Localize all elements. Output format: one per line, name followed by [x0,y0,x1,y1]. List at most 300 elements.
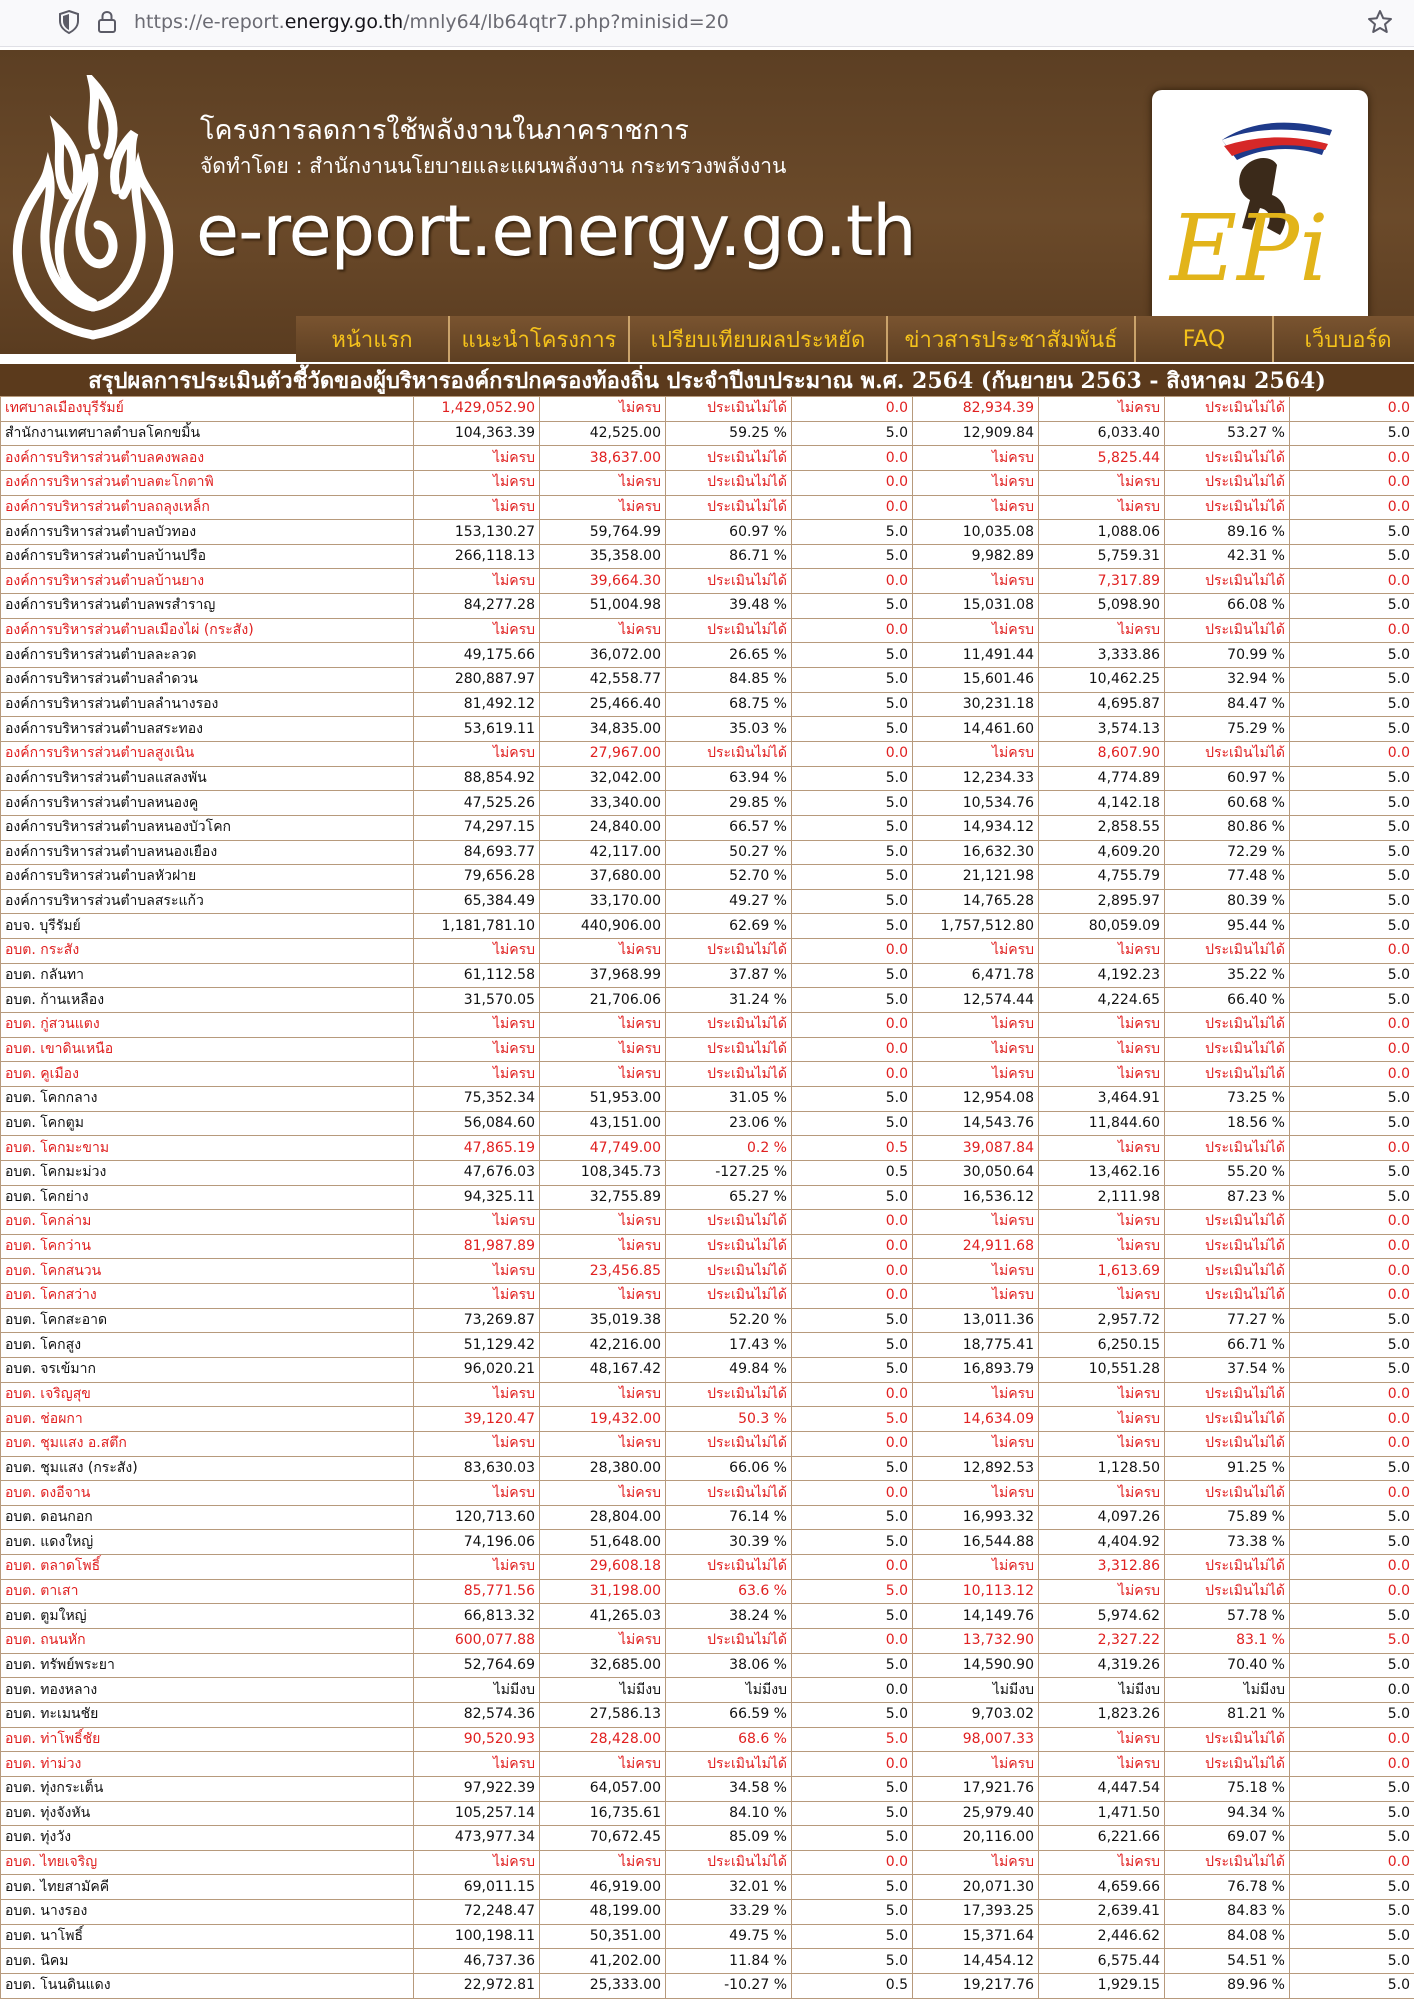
value-cell: 0.0 [1290,1234,1414,1259]
value-cell: 10,462.25 [1039,668,1165,693]
value-cell: 19,217.76 [913,1974,1039,1999]
value-cell: 39,120.47 [414,1407,540,1432]
value-cell: ไม่ครบ [414,1850,540,1875]
value-cell: ไม่ครบ [540,1629,666,1654]
value-cell: 5.0 [1290,791,1414,816]
value-cell: 266,118.13 [414,544,540,569]
value-cell: ประเมินไม่ได้ [1165,1850,1290,1875]
value-cell: ประเมินไม่ได้ [1165,1259,1290,1284]
value-cell: ไม่ครบ [540,1037,666,1062]
org-name-cell: องค์การบริหารส่วนตำบลหัวฝาย [1,865,414,890]
value-cell: 63.6 % [666,1579,792,1604]
value-cell: 39,087.84 [913,1136,1039,1161]
nav-faq[interactable]: FAQ [1136,316,1274,362]
value-cell: 5.0 [792,1308,913,1333]
value-cell: 5.0 [1290,1530,1414,1555]
value-cell: 5.0 [792,1727,913,1752]
value-cell: 6,250.15 [1039,1333,1165,1358]
value-cell: 1,471.50 [1039,1801,1165,1826]
value-cell: ไม่ครบ [1039,470,1165,495]
value-cell: 0.0 [792,741,913,766]
value-cell: 5.0 [1290,717,1414,742]
value-cell: 0.0 [792,1431,913,1456]
value-cell: 6,221.66 [1039,1826,1165,1851]
value-cell: 600,077.88 [414,1629,540,1654]
org-name-cell: อบต. โคกมะขาม [1,1136,414,1161]
value-cell: ไม่ครบ [1039,1037,1165,1062]
value-cell: 16,993.32 [913,1505,1039,1530]
value-cell: 47,865.19 [414,1136,540,1161]
value-cell: 32,755.89 [540,1185,666,1210]
value-cell: 48,199.00 [540,1900,666,1925]
value-cell: 0.0 [792,1555,913,1580]
value-cell: ประเมินไม่ได้ [666,495,792,520]
value-cell: 440,906.00 [540,914,666,939]
value-cell: 34,835.00 [540,717,666,742]
value-cell: 74,297.15 [414,815,540,840]
value-cell: ประเมินไม่ได้ [666,1259,792,1284]
value-cell: ประเมินไม่ได้ [666,1284,792,1309]
value-cell: 0.0 [1290,1481,1414,1506]
value-cell: 5.0 [1290,520,1414,545]
value-cell: ไม่ครบ [1039,1234,1165,1259]
value-cell: ไม่ครบ [540,1752,666,1777]
value-cell: 33.29 % [666,1900,792,1925]
value-cell: ไม่ครบ [540,1284,666,1309]
value-cell: 0.0 [1290,1259,1414,1284]
org-name-cell: อบต. เจริญสุข [1,1382,414,1407]
value-cell: 90,520.93 [414,1727,540,1752]
value-cell: 42,117.00 [540,840,666,865]
value-cell: 5.0 [1290,668,1414,693]
value-cell: 4,447.54 [1039,1776,1165,1801]
value-cell: 0.0 [1290,1431,1414,1456]
value-cell: ประเมินไม่ได้ [666,1752,792,1777]
value-cell: ประเมินไม่ได้ [1165,1727,1290,1752]
value-cell: ไม่ครบ [414,1259,540,1284]
table-row [1,791,1414,816]
value-cell: ประเมินไม่ได้ [666,1629,792,1654]
table-row [1,815,1414,840]
table-row [1,889,1414,914]
value-cell: ไม่ครบ [414,1037,540,1062]
value-cell: 5.0 [792,594,913,619]
value-cell: 0.0 [792,1850,913,1875]
value-cell: ประเมินไม่ได้ [1165,618,1290,643]
value-cell: 66.57 % [666,815,792,840]
org-name-cell: อบต. แดงใหญ่ [1,1530,414,1555]
table-row [1,1111,1414,1136]
value-cell: 5.0 [792,1086,913,1111]
value-cell: 14,543.76 [913,1111,1039,1136]
value-cell: 14,149.76 [913,1604,1039,1629]
value-cell: 37,680.00 [540,865,666,890]
value-cell: 18.56 % [1165,1111,1290,1136]
value-cell: ประเมินไม่ได้ [666,1013,792,1038]
nav-about-project[interactable]: แนะนำโครงการ [450,316,630,362]
value-cell: 5.0 [792,643,913,668]
value-cell: ไม่ครบ [414,470,540,495]
value-cell: 10,551.28 [1039,1357,1165,1382]
value-cell: 5.0 [792,1604,913,1629]
table-row [1,1900,1414,1925]
value-cell: 5.0 [1290,1505,1414,1530]
site-banner [0,50,1414,354]
url-suffix: /mnly64/lb64qtr7.php?minisid=20 [403,11,729,33]
org-name-cell: อบต. ตลาดโพธิ์ [1,1555,414,1580]
site-name[interactable]: e-report.energy.go.th [196,190,916,272]
value-cell: 28,380.00 [540,1456,666,1481]
value-cell: 5.0 [792,766,913,791]
org-name-cell: องค์การบริหารส่วนตำบลเมืองไผ่ (กระสัง) [1,618,414,643]
org-name-cell: อบจ. บุรีรัมย์ [1,914,414,939]
value-cell: 8,607.90 [1039,741,1165,766]
org-name-cell: องค์การบริหารส่วนตำบลบัวทอง [1,520,414,545]
value-cell: 0.0 [792,495,913,520]
org-name-cell: อบต. ทองหลาง [1,1678,414,1703]
org-name-cell: เทศบาลเมืองบุรีรัมย์ [1,397,414,422]
value-cell: 53,619.11 [414,717,540,742]
org-name-cell: อบต. ทะเมนชัย [1,1702,414,1727]
value-cell: 52.20 % [666,1308,792,1333]
report-title: สรุปผลการประเมินตัวชี้วัดของผู้บริหารองค์กรปกครองท้องถิ่น ประจำปีงบประมาณ พ.ศ. 2564 (กันยายน 2563 - สิงหาคม 2564) [0,364,1414,396]
value-cell: 62.69 % [666,914,792,939]
value-cell: 5.0 [1290,1357,1414,1382]
value-cell: 0.0 [1290,1284,1414,1309]
table-row [1,1333,1414,1358]
value-cell: ไม่ครบ [1039,1407,1165,1432]
value-cell: ไม่มีงบ [666,1678,792,1703]
value-cell: 0.0 [792,446,913,471]
value-cell: 5.0 [792,1826,913,1851]
value-cell: ไม่ครบ [540,495,666,520]
value-cell: 94,325.11 [414,1185,540,1210]
table-row [1,643,1414,668]
value-cell: 5.0 [792,421,913,446]
value-cell: 41,265.03 [540,1604,666,1629]
value-cell: ไม่ครบ [1039,1013,1165,1038]
value-cell: 49.84 % [666,1357,792,1382]
table-row [1,1875,1414,1900]
value-cell: 82,934.39 [913,397,1039,422]
table-row [1,1136,1414,1161]
value-cell: 42,558.77 [540,668,666,693]
value-cell: 84,693.77 [414,840,540,865]
value-cell: -127.25 % [666,1160,792,1185]
value-cell: 80,059.09 [1039,914,1165,939]
value-cell: 0.0 [1290,1850,1414,1875]
value-cell: 64,057.00 [540,1776,666,1801]
value-cell: ประเมินไม่ได้ [666,1555,792,1580]
value-cell: 6,033.40 [1039,421,1165,446]
value-cell: 73.38 % [1165,1530,1290,1555]
org-name-cell: อบต. ทุ่งกระเต็น [1,1776,414,1801]
value-cell: 66.71 % [1165,1333,1290,1358]
value-cell: ไม่ครบ [1039,397,1165,422]
value-cell: 0.5 [792,1136,913,1161]
value-cell: 5.0 [1290,840,1414,865]
org-name-cell: องค์การบริหารส่วนตำบลละลวด [1,643,414,668]
table-row [1,1481,1414,1506]
url-domain: energy.go.th [284,11,404,33]
value-cell: 12,954.08 [913,1086,1039,1111]
value-cell: 46,919.00 [540,1875,666,1900]
table-row [1,1234,1414,1259]
value-cell: 11,844.60 [1039,1111,1165,1136]
value-cell: 6,471.78 [913,963,1039,988]
value-cell: 0.0 [792,1284,913,1309]
value-cell: 104,363.39 [414,421,540,446]
table-row [1,840,1414,865]
value-cell: 89.96 % [1165,1974,1290,1999]
nav-savings-comparison[interactable]: เปรียบเทียบผลประหยัด [630,316,888,362]
value-cell: 5.0 [792,1801,913,1826]
value-cell: 76.14 % [666,1505,792,1530]
value-cell: 1,613.69 [1039,1259,1165,1284]
value-cell: ไม่ครบ [414,495,540,520]
lock-icon[interactable] [96,9,118,35]
table-row [1,421,1414,446]
nav-home[interactable]: หน้าแรก [296,316,450,362]
org-name-cell: อบต. ตูมใหญ่ [1,1604,414,1629]
value-cell: 54.51 % [1165,1949,1290,1974]
value-cell: 24,911.68 [913,1234,1039,1259]
table-row [1,397,1414,422]
value-cell: 5.0 [792,717,913,742]
value-cell: 32,042.00 [540,766,666,791]
value-cell: 0.0 [792,1678,913,1703]
value-cell: 66.08 % [1165,594,1290,619]
value-cell: 3,574.13 [1039,717,1165,742]
value-cell: ไม่ครบ [913,741,1039,766]
value-cell: 5.0 [1290,1949,1414,1974]
url-field[interactable] [134,11,729,33]
value-cell: 0.0 [1290,1752,1414,1777]
value-cell: ไม่ครบ [414,741,540,766]
value-cell: 75.89 % [1165,1505,1290,1530]
value-cell: 15,601.46 [913,668,1039,693]
value-cell: 65,384.49 [414,889,540,914]
value-cell: 473,977.34 [414,1826,540,1851]
value-cell: 30,231.18 [913,692,1039,717]
value-cell: ประเมินไม่ได้ [1165,397,1290,422]
value-cell: ไม่ครบ [913,939,1039,964]
value-cell: 0.0 [792,1481,913,1506]
value-cell: ประเมินไม่ได้ [1165,470,1290,495]
value-cell: 5.0 [1290,963,1414,988]
value-cell: 53.27 % [1165,421,1290,446]
org-name-cell: องค์การบริหารส่วนตำบลลำนางรอง [1,692,414,717]
value-cell: 0.0 [1290,741,1414,766]
value-cell: 5.0 [1290,1801,1414,1826]
value-cell: 1,757,512.80 [913,914,1039,939]
table-row [1,1801,1414,1826]
value-cell: 0.0 [1290,618,1414,643]
value-cell: 84.47 % [1165,692,1290,717]
value-cell: 5.0 [1290,865,1414,890]
org-name-cell: องค์การบริหารส่วนตำบลสูงเนิน [1,741,414,766]
value-cell: ประเมินไม่ได้ [666,446,792,471]
value-cell: 80.86 % [1165,815,1290,840]
value-cell: 35,019.38 [540,1308,666,1333]
value-cell: 5.0 [792,1456,913,1481]
value-cell: 75.29 % [1165,717,1290,742]
value-cell: ประเมินไม่ได้ [1165,939,1290,964]
org-name-cell: อบต. โคกกลาง [1,1086,414,1111]
value-cell: ไม่ครบ [913,1431,1039,1456]
value-cell: 12,892.53 [913,1456,1039,1481]
value-cell: 77.48 % [1165,865,1290,890]
bookmark-star-icon[interactable] [1366,8,1394,36]
value-cell: ประเมินไม่ได้ [666,1850,792,1875]
value-cell: 75,352.34 [414,1086,540,1111]
table-row [1,1505,1414,1530]
value-cell: 36,072.00 [540,643,666,668]
value-cell: 69,011.15 [414,1875,540,1900]
table-row [1,1013,1414,1038]
value-cell: 73.25 % [1165,1086,1290,1111]
value-cell: ประเมินไม่ได้ [666,1234,792,1259]
org-name-cell: อบต. ตาเสา [1,1579,414,1604]
org-name-cell: องค์การบริหารส่วนตำบลตะโกตาพิ [1,470,414,495]
table-row [1,1530,1414,1555]
value-cell: ประเมินไม่ได้ [1165,495,1290,520]
value-cell: 100,198.11 [414,1924,540,1949]
table-row [1,1555,1414,1580]
value-cell: 31,570.05 [414,988,540,1013]
value-cell: 5.0 [1290,1604,1414,1629]
value-cell: 84.85 % [666,668,792,693]
value-cell: 5.0 [792,1949,913,1974]
nav-news[interactable]: ข่าวสารประชาสัมพันธ์ [888,316,1136,362]
value-cell: 31.24 % [666,988,792,1013]
value-cell: 31.05 % [666,1086,792,1111]
value-cell: 108,345.73 [540,1160,666,1185]
value-cell: 22,972.81 [414,1974,540,1999]
value-cell: ไม่ครบ [414,939,540,964]
value-cell: 68.75 % [666,692,792,717]
value-cell: ไม่ครบ [913,1284,1039,1309]
value-cell: ไม่ครบ [414,1481,540,1506]
value-cell: 14,454.12 [913,1949,1039,1974]
value-cell: 5,098.90 [1039,594,1165,619]
value-cell: 31,198.00 [540,1579,666,1604]
value-cell: 0.0 [1290,569,1414,594]
value-cell: ไม่ครบ [1039,1382,1165,1407]
value-cell: 0.0 [792,470,913,495]
value-cell: 5.0 [1290,766,1414,791]
value-cell: ไม่ครบ [1039,1752,1165,1777]
value-cell: 3,464.91 [1039,1086,1165,1111]
value-cell: ไม่ครบ [414,1284,540,1309]
value-cell: ไม่ครบ [1039,1579,1165,1604]
value-cell: ไม่ครบ [913,618,1039,643]
table-row [1,692,1414,717]
value-cell: 5.0 [792,1875,913,1900]
table-row [1,1210,1414,1235]
org-name-cell: อบต. นางรอง [1,1900,414,1925]
value-cell: 5.0 [1290,889,1414,914]
value-cell: 47,676.03 [414,1160,540,1185]
org-name-cell: อบต. ทุ่งวัง [1,1826,414,1851]
table-row [1,988,1414,1013]
value-cell: 59.25 % [666,421,792,446]
value-cell: 49.75 % [666,1924,792,1949]
value-cell: 0.2 % [666,1136,792,1161]
value-cell: ประเมินไม่ได้ [666,1037,792,1062]
value-cell: ประเมินไม่ได้ [666,1210,792,1235]
value-cell: ไม่ครบ [913,495,1039,520]
value-cell: ไม่ครบ [540,939,666,964]
nav-webboard[interactable]: เว็บบอร์ด [1304,327,1392,353]
value-cell: ไม่ครบ [913,1382,1039,1407]
value-cell: 11,491.44 [913,643,1039,668]
value-cell: 85,771.56 [414,1579,540,1604]
value-cell: 9,703.02 [913,1702,1039,1727]
org-name-cell: อบต. ชุมแสง (กระสัง) [1,1456,414,1481]
table-body [1,397,1414,1999]
table-row [1,1702,1414,1727]
value-cell: 120,713.60 [414,1505,540,1530]
org-name-cell: องค์การบริหารส่วนตำบลบ้านปรือ [1,544,414,569]
value-cell: 10,534.76 [913,791,1039,816]
org-name-cell: อบต. กระสัง [1,939,414,964]
value-cell: 14,461.60 [913,717,1039,742]
value-cell: 13,011.36 [913,1308,1039,1333]
value-cell: 49.27 % [666,889,792,914]
value-cell: ไม่ครบ [1039,495,1165,520]
value-cell: 2,858.55 [1039,815,1165,840]
value-cell: 5.0 [1290,692,1414,717]
value-cell: 0.0 [792,1259,913,1284]
value-cell: ไม่ครบ [540,397,666,422]
value-cell: 29.85 % [666,791,792,816]
epi-logo[interactable] [1152,90,1368,326]
value-cell: ไม่ครบ [414,1062,540,1087]
table-row [1,1357,1414,1382]
table-row [1,1062,1414,1087]
table-row [1,1456,1414,1481]
value-cell: 42,525.00 [540,421,666,446]
org-name-cell: อบต. โนนดินแดง [1,1974,414,1999]
value-cell: 91.25 % [1165,1456,1290,1481]
value-cell: 0.0 [792,1037,913,1062]
shield-icon[interactable] [58,9,80,35]
value-cell: ไม่มีงบ [1165,1678,1290,1703]
value-cell: 68.6 % [666,1727,792,1752]
value-cell: 0.0 [792,1234,913,1259]
value-cell: ไม่ครบ [913,1062,1039,1087]
value-cell: ไม่ครบ [913,1259,1039,1284]
browser-address-bar [0,0,1414,47]
value-cell: 5.0 [1290,421,1414,446]
value-cell: 32,685.00 [540,1653,666,1678]
org-name-cell: อบต. ทุ่งจังหัน [1,1801,414,1826]
value-cell: ประเมินไม่ได้ [1165,1284,1290,1309]
value-cell: ไม่ครบ [1039,1727,1165,1752]
org-name-cell: อบต. โคกสว่าง [1,1284,414,1309]
value-cell: 0.0 [1290,446,1414,471]
value-cell: 16,544.88 [913,1530,1039,1555]
value-cell: 16,735.61 [540,1801,666,1826]
table-row [1,1924,1414,1949]
org-name-cell: อบต. กลันทา [1,963,414,988]
value-cell: ไม่ครบ [540,1234,666,1259]
value-cell: 37.54 % [1165,1357,1290,1382]
value-cell: ไม่ครบ [913,569,1039,594]
table-row [1,668,1414,693]
value-cell: ไม่ครบ [1039,1431,1165,1456]
